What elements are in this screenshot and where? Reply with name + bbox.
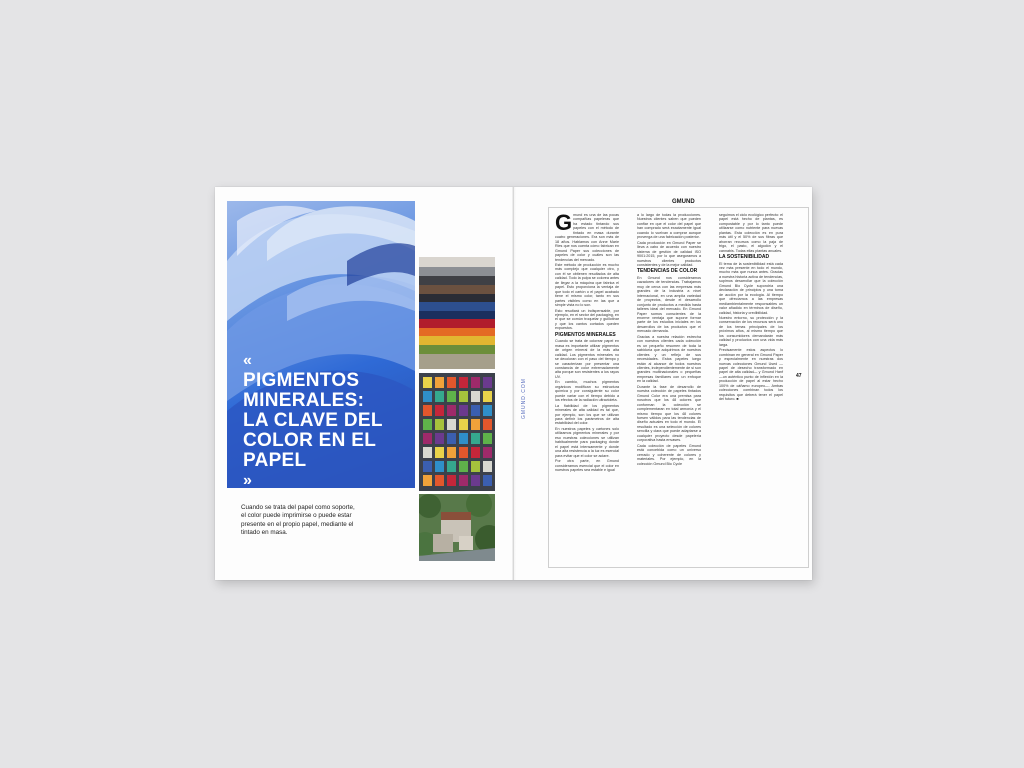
magazine-spread xyxy=(215,187,812,580)
color-swatch xyxy=(483,391,492,402)
color-swatch xyxy=(471,461,480,472)
paragraph: Durante la fase de desarrollo de nuestra colección de papeles tintados Gmund Color era una premisa para nosotros que los 48 colores que conforman la colección se complementaran en total armonía y el mismo tiempo que los 48 colores fuesen válidos para las tendencias de diseño actuales en todo el mundo. El resultado es una selección de colores sencilla y clara que puede adaptarse a cualquier proyecto desde papelería corporativa hasta envases. xyxy=(637,384,701,443)
text-column-3 xyxy=(719,213,783,403)
color-swatch xyxy=(483,447,492,458)
color-swatch xyxy=(447,405,456,416)
drop-cap: G xyxy=(555,210,573,235)
color-swatch xyxy=(447,433,456,444)
paragraph: Cada colección de papeles Gmund está concebida como un universo cerrado y coherente de colores y materiales. Por ejemplo, en la colección Gmund Bio Cycle xyxy=(637,443,701,466)
color-swatch xyxy=(435,405,444,416)
headline-line: PIGMENTOS xyxy=(243,370,360,391)
color-swatch xyxy=(435,461,444,472)
open-quote: « xyxy=(243,352,253,369)
color-swatch xyxy=(459,461,468,472)
spine-line xyxy=(513,187,514,580)
color-swatch xyxy=(483,433,492,444)
paragraph: a lo largo de todas la producciones. Nuestros clientes saben que pueden confiar en que el color del papel que han comprado será exactamente igual cuando lo vuelvan a comprar aunque provenga de una fabricación posterior. xyxy=(637,213,701,240)
color-swatch xyxy=(483,475,492,486)
side-url: GMUND.COM xyxy=(521,378,527,419)
paragraph: Cuando se trata de colorear papel en masa es importante utilizar pigmentos de origen mineral de la más alta calidad. Los pigmentos minerales no se decoloran con el paso del tiempo y se caracterizan por presentar una constancia de color extremadamente alta porque son resistentes a los rayos UV. xyxy=(555,339,619,379)
paragraph: Precisamente estos aspectos lo combinan en general en Gmund Paper y especialmente en nuestras dos nuevas colecciones Gmund Used —papel de desecho transformado en papel de alta calidad— y Gmund Hanf —un auténtico punto de inflexión en la producción de papel al estar hecho 100% de cáñamo europeo—. Ambas colecciones combinan todos los requisitos que deberá tener el papel del futuro. ■ xyxy=(719,348,783,402)
paragraph: Por otra parte, en Gmund consideramos esencial que el color en nuestros papeles sea estable e igual xyxy=(555,459,619,472)
section-heading: PIGMENTOS MINERALES xyxy=(555,331,616,338)
color-swatch xyxy=(423,475,432,486)
color-swatch xyxy=(435,377,444,388)
headline-line: PAPEL xyxy=(243,450,307,471)
color-swatch xyxy=(447,461,456,472)
color-swatch xyxy=(423,377,432,388)
paragraph: Cada producción en Gmund Paper se lleva a cabo de acuerdo con nuestro sistema de gestión de calidad ISO 9001:2015, por lo que aseguramos a nuestros clientes productos consistentes y de la mejor calidad. xyxy=(637,240,701,267)
paragraph: seguimos el ciclo ecológico perfecto: el papel está hecho de plantas, es compostable y por lo tanto puede utilizarse como nutriente para nuevas plantas. Esta colección es en pura más útil y el 50% de sus fibras que ahorran recursos como la paja de trigo, el pasto, el algodón y el cannabis. Todas ellas plantas anuales. xyxy=(719,213,783,253)
color-swatch xyxy=(483,461,492,472)
color-swatch xyxy=(471,391,480,402)
paragraph: mund es una de las pocas compañías papeleras que ha estado tintando sus papeles con el método de tintado en masa durante cuatro generaciones. Era son más de 18 años. Hablamos con Anne Marie Ries que nos cuenta cómo fabrican en Gmund Paper sus colecciones de papeles de color y cuáles son las tendencias del mercado. xyxy=(555,213,619,262)
article-intro: Cuando se trata del papel como soporte, el color puede imprimirse o puede estar presente en el propio papel, mediante el tintado en masa. xyxy=(241,504,355,537)
close-quote: » xyxy=(243,472,253,488)
color-swatch xyxy=(471,377,480,388)
color-swatch xyxy=(447,447,456,458)
color-swatch xyxy=(483,405,492,416)
headline-line: COLOR EN EL xyxy=(243,430,377,451)
headline-line: MINERALES: xyxy=(243,390,365,411)
paper-stack-photo xyxy=(419,257,495,369)
paragraph: En nuestros papeles y cartones solo utilizamos pigmentos minerales y por eso nuestras colecciones se utilizan habitualmente para packaging donde el papel está intensamente y donde una alta resistencia a la luz es esencial para evitar que el color se aclare. xyxy=(555,426,619,458)
color-swatch xyxy=(471,447,480,458)
color-swatch xyxy=(435,433,444,444)
article-headline xyxy=(243,351,413,488)
section-heading: LA SOSTENIBILIDAD xyxy=(719,254,770,261)
color-swatch xyxy=(471,405,480,416)
color-swatch xyxy=(459,419,468,430)
paragraph: Esto resultará un indispensable, por ejemplo, en el sector del packaging, en el que se común troquelar y guillotinar y que los cantos cortados queden expuestos. xyxy=(555,308,619,331)
color-swatch xyxy=(471,433,480,444)
page-number: 47 xyxy=(796,373,802,379)
color-swatch xyxy=(423,447,432,458)
color-swatch xyxy=(459,391,468,402)
color-swatch xyxy=(447,377,456,388)
section-heading: TENDENCIAS DE COLOR xyxy=(637,268,698,275)
color-swatch xyxy=(447,419,456,430)
paragraph: Nuestro entorno, su protección y la conservación de los recursos será uno de los temas principales de los próximos años, al mismo tiempo que los consumidores demandarán más calidad y productos con una vida más larga. xyxy=(719,316,783,347)
paragraph: Este método de producción es mucho más complejo que cualquier otro, y con él se obtienen resultados de alta calidad. Todo la pulpa se colorea antes de llegar a la máquina que fabrica el papel. Esto proporciona la ventaja de que todo el cartón o el papel acabado tiene el mismo color, tanto en sus partes visibles como en las que a simple vista no lo son. xyxy=(555,262,619,308)
color-swatch xyxy=(483,377,492,388)
color-swatch xyxy=(435,391,444,402)
paragraph: En cambio, muchos pigmentos orgánicos modifican su estructura química y por consiguiente su color puede variar con el tiempo debido a los efectos de la radiación ultravioleta. xyxy=(555,380,619,403)
paragraph: En Gmund nos consideramos cazadores de tendencias. Trabajamos muy de cerca con las empresas más grandes de la industria a nivel internacional, en una amplia variedad de proyectos, desde el desarrollo conjunto de productos a medida hasta talleres ideal del mercado. En Gmund Paper somos conscientes de la enorme ventaja que supone formar parte de los estudios iniciales en los desarrollos de los productos que el mercado demanda. xyxy=(637,275,701,334)
paragraph: Gracias a nuestra relación estrecha con nuestros clientes cada colección es un pequeño resumen de toda la sabiduría que adquirimos de nuestros clientes y un reflejo de sus necesidades. Estos papeles luego están al alcance de todos nuestros clientes, independientemente de si son grandes multinacionales o pequeñas empresas familiares con un enfoque en la calidad. xyxy=(637,334,701,384)
text-column-2 xyxy=(637,213,701,467)
color-swatches-photo xyxy=(419,373,495,491)
color-swatch xyxy=(459,405,468,416)
hero-image xyxy=(227,201,415,488)
paragraph: El tema de la sostenibilidad está cada vez más presente en todo el mundo, mucho más que nunca antes. Gracias a nuestra historia activa de tendencias, supimos desarrollar que la colección Gmund Bio Cycle supondría una declaración de principios y una toma de acción por la ecología. Al tiempo que ofrecíamos a las empresas mediambientalmente responsables un valor añadido en términos de diseño, calidad, historia y credibilidad. xyxy=(719,261,783,315)
paragraph: La fiabilidad de los pigmentos minerales de alta calidad es tal que, por ejemplo, son los que se utilizan para definir los parámetros de alta estabilidad del color. xyxy=(555,403,619,426)
color-swatch xyxy=(435,419,444,430)
color-swatch xyxy=(483,419,492,430)
color-swatch xyxy=(423,391,432,402)
factory-aerial-photo xyxy=(419,494,495,561)
color-swatch xyxy=(423,433,432,444)
headline-line: LA CLAVE DEL xyxy=(243,410,383,431)
running-head: GMUND xyxy=(669,199,698,205)
color-swatch xyxy=(459,377,468,388)
color-swatch xyxy=(459,447,468,458)
color-swatch xyxy=(435,447,444,458)
color-swatch xyxy=(447,475,456,486)
color-swatch xyxy=(471,475,480,486)
color-swatch xyxy=(435,475,444,486)
color-swatch xyxy=(459,433,468,444)
color-swatch xyxy=(471,419,480,430)
color-swatch xyxy=(459,475,468,486)
color-swatch xyxy=(423,461,432,472)
text-column-1 xyxy=(555,210,619,473)
color-swatch xyxy=(423,419,432,430)
color-swatch xyxy=(423,405,432,416)
color-swatch xyxy=(447,391,456,402)
